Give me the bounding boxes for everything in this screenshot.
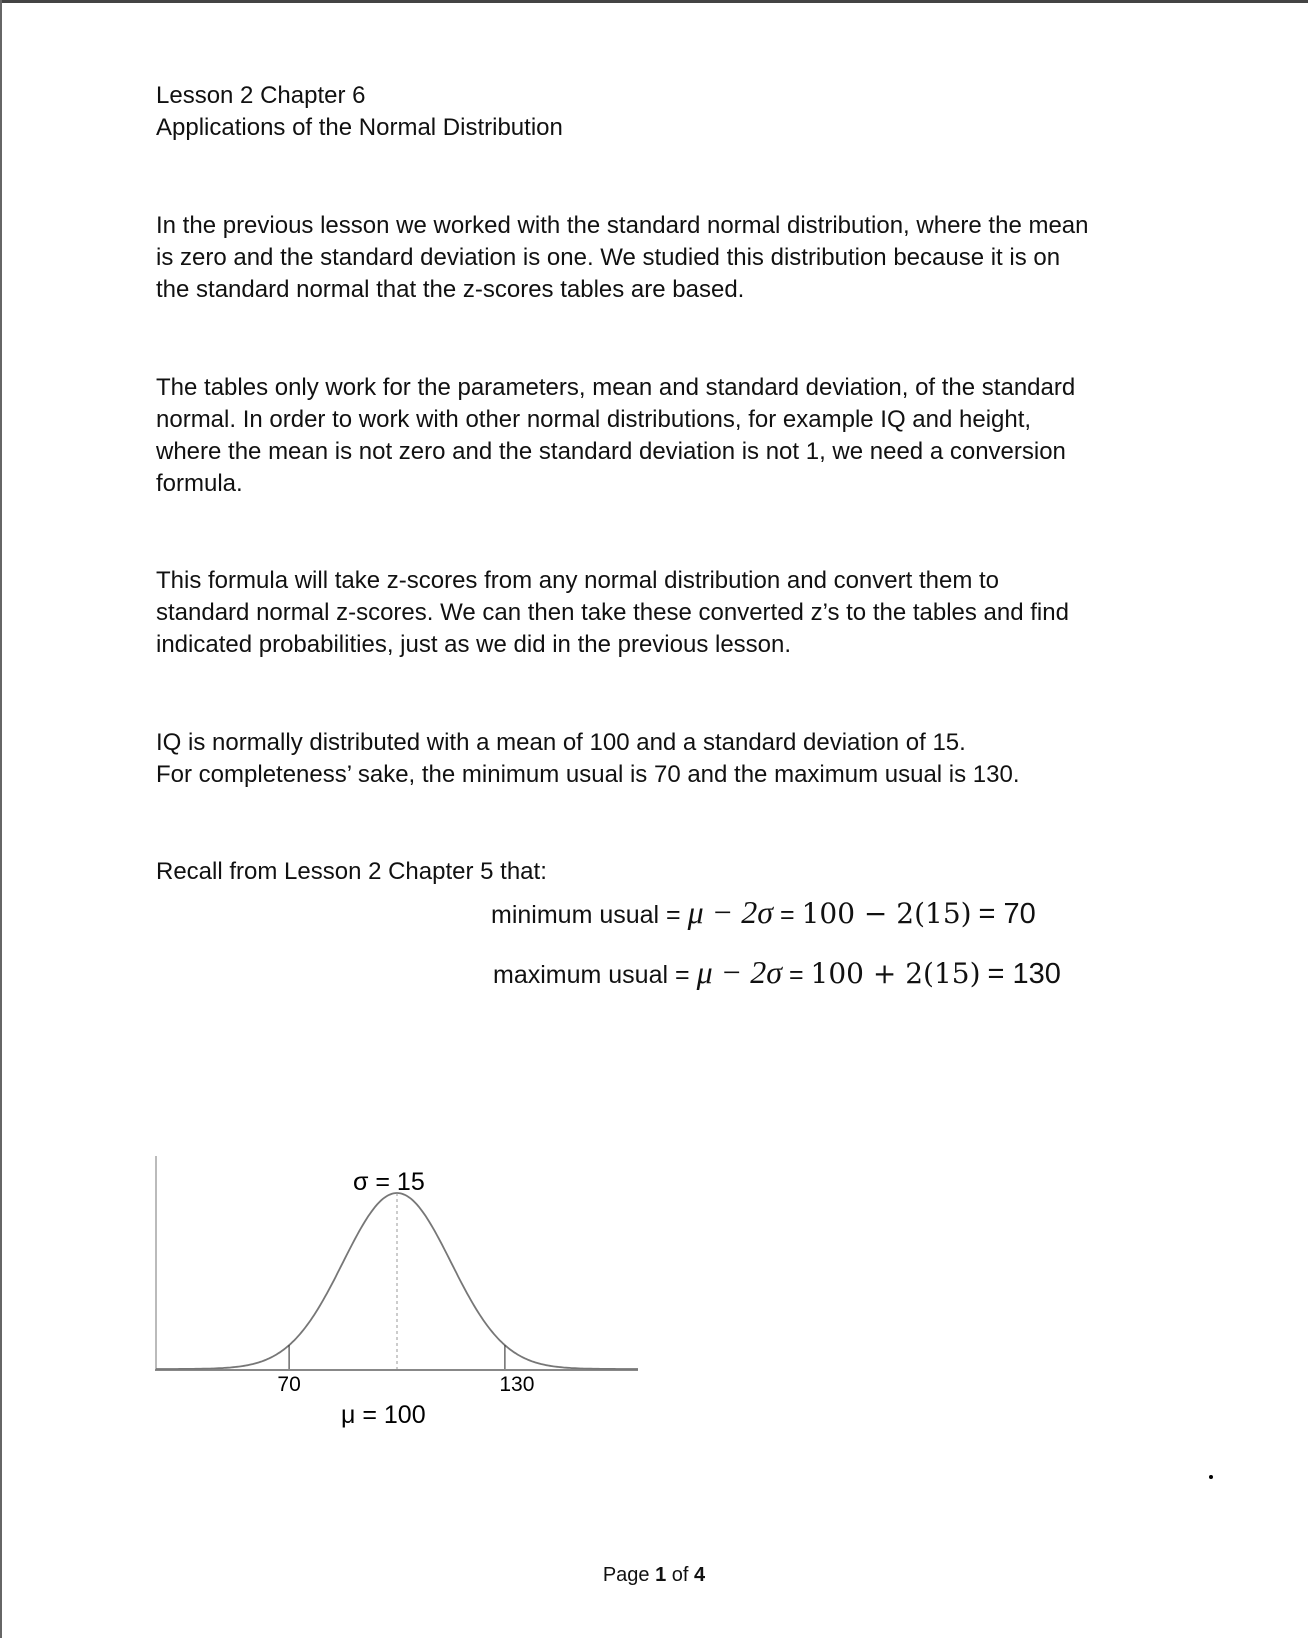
total-pages: 4: [694, 1564, 706, 1586]
footer-mid: of: [666, 1564, 695, 1586]
formula-equals: =: [780, 901, 795, 929]
header-line-1: Lesson 2 Chapter 6: [156, 82, 366, 109]
formula-label: maximum usual =: [493, 961, 690, 989]
text-line: normal. In order to work with other normal distributions, for example IQ and height,: [156, 406, 1032, 433]
text-line: is zero and the standard deviation is one. We studied this distribution because it is on: [156, 244, 1061, 271]
text-line: where the mean is not zero and the standard deviation is not 1, we need a conversion: [156, 438, 1066, 465]
text-line: indicated probabilities, just as we did in the previous lesson.: [156, 631, 792, 658]
text-line: formula.: [156, 470, 243, 497]
text-line: This formula will take z-scores from any normal distribution and convert them to: [156, 567, 999, 594]
formula-label: minimum usual =: [491, 901, 681, 929]
formula-symbolic: μ − 2σ: [687, 894, 774, 930]
tick-label: 70: [277, 1373, 301, 1396]
footer-prefix: Page: [602, 1564, 656, 1586]
page-footer: [0, 1564, 1308, 1587]
header-line-2: Applications of the Normal Distribution: [156, 114, 563, 141]
text-line: IQ is normally distributed with a mean of 100 and a standard deviation of 15.: [156, 729, 966, 756]
formula-symbolic: μ − 2σ: [696, 954, 782, 990]
text-line: In the previous lesson we worked with the standard normal distribution, where the mean: [156, 212, 1089, 239]
formula-result: = 130: [987, 958, 1061, 990]
formula-numeric: 100 − 2(15): [801, 897, 972, 930]
tick-label: 130: [499, 1373, 535, 1396]
text-line: the standard normal that the z-scores tables are based.: [156, 276, 745, 303]
current-page: 1: [655, 1564, 667, 1586]
formula-equals: =: [788, 961, 804, 989]
mu-label: μ = 100: [341, 1401, 426, 1429]
text-line: Recall from Lesson 2 Chapter 5 that:: [156, 858, 547, 885]
formula-numeric: 100 + 2(15): [810, 957, 981, 990]
text-line: For completeness’ sake, the minimum usual is 70 and the maximum usual is 130.: [156, 761, 1020, 788]
stray-dot: [1209, 1475, 1213, 1479]
text-line: The tables only work for the parameters, mean and standard deviation, of the standard: [156, 374, 1076, 401]
sigma-label: σ = 15: [353, 1168, 425, 1196]
formula-result: = 70: [978, 898, 1036, 930]
text-line: standard normal z-scores. We can then take these converted z’s to the tables and find: [156, 599, 1069, 626]
